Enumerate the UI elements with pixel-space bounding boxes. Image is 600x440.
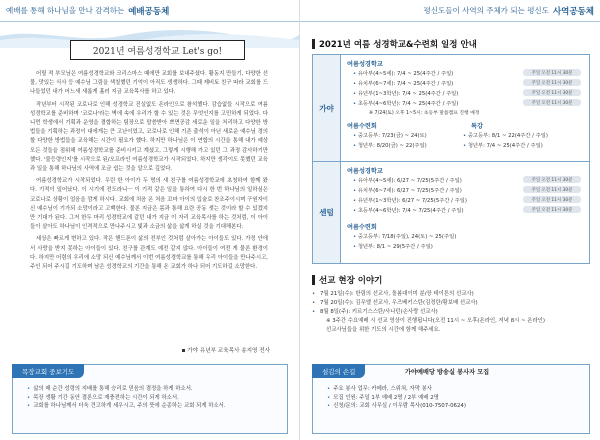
- volunteer-box-title: 가야예배당 방송실 봉사자 모집: [405, 368, 490, 376]
- schedule-row-sentum: [313, 162, 589, 263]
- prayer-item: • 삶의 매 순간 성령의 지배를 통해 승리로 믿음의 결정을 하게 하소서.: [27, 385, 226, 394]
- row-label-gaya: 가야: [313, 55, 341, 161]
- left-page-header: [0, 0, 300, 22]
- story-item: • 7월 21일(수): 한림의 선교사, 돌봄대이미 분/장 테이튼의 선교사): [312, 290, 590, 299]
- left-header-section: 예배공동체: [128, 6, 170, 17]
- gaya-bs-item: • 초등부(4~6학년): 7/4 ~ 25(4주간 / 주일): [353, 99, 458, 107]
- right-header-section: 사역공동체: [552, 6, 594, 17]
- gaya-bs-item: • 유아부(4~5세): 7/4 ~ 25(4주간 / 주일): [353, 69, 453, 77]
- sentum-bs-item: • 유치부(6~7세): 6/27 ~ 7/25(5주간 / 주일): [353, 186, 462, 194]
- gaya-bs-time: 주일 오전 11시 30분: [523, 99, 581, 106]
- gaya-special-item: • 청년부: 7/4 ~ 25(4주간 / 주일): [463, 141, 543, 149]
- prayer-list: [27, 385, 226, 411]
- heading-bar-icon: [312, 275, 315, 285]
- article-paragraph: 어릴 적 부모님은 여름성경학교와 크리스마스 때에만 교회를 보내주셨다. 활동지 만들기, 다양한 선물, 맛있는 식사 등 예수님 그림을 색칠했던 기억이 아직도 생생하다. 그때 제비토 친구 따라 교회를 드나들었던 내가 어느새 새롭게 흘러 지금 교육목사를 하고 있다.: [30, 71, 268, 96]
- prayer-item: • 목장 생활 기간 동안 결론으로 재충전하는 시간이 되게 하소서.: [27, 394, 226, 403]
- gaya-special-item: • 중고등부: 8/1 ~ 22(4주간 / 주일): [463, 131, 548, 139]
- right-header-prefix: 평신도들이 사역의 주체가 되는 평신도: [423, 6, 549, 15]
- story-list: [312, 290, 590, 335]
- gaya-retreat-title: 여름수련회: [347, 123, 377, 130]
- article-paragraph: 세상은 빠르게 변하고 있다. 작은 핸드폰이 삶의 전부인 것처럼 살아가는 아이들도 있다. 가정 안에서 사랑을 받지 못하는 아이들이 있다. 친구를 관계도 예전 같지 않다. 아이들이 여전 게 물론 환경이다. 하지만 어렴의 우리에 소망 되신 예수님께서 이번 여름성경학교를 통해 우리 아이들을 만나주시고, 주인 되어 주시길 기도하며 남은 성경학교의 기간을 통해 온 교회가 하나 되어 기도하길 소망한다.: [30, 236, 268, 271]
- sentum-bs-item: • 초등부(4~6학년): 7/4 ~ 7/25(4주간 / 주일): [353, 206, 464, 214]
- sentum-retreat-item: • 중고등부: 7/18(주일), 24(토) ~ 25(주일): [353, 232, 456, 240]
- article-paragraph: 여름성경학교가 시작되었다. 우린 한 아이가 두 명의 새 친구를 여름성경학교에 초청하여 함께 왔다. 기적이 일어났다. 이 시기에 전도라니ㅡ 이 기적 같은 일을 통하여 다시 한 번 하나님의 일하심은 코로나로 상황이 얼음을 깜게 하시다. 교회에 처음 온 처음 꼬마 아이의 입술로 찬조주이시며 구원자이신 예수님이 기가되 소망이라고 고백한다. 물론 지금은 몸과 통해 요란 공동 셋는 것이라 할 수 있겠지만 기대가 된다. 그저 한두 마리 성경학교에 같던 내가 지금 이 자리 교육목사를 하는 것처럼, 이 아이들이 살아도 하나님이 인격적으로 만나주시고 빛과 소금의 삶을 삶게 하실 것을 기대해본다.: [30, 178, 268, 231]
- article-paragraph: 작년부터 시작된 코로나로 인해 성경학교 진실없도 온라인으로 참석했다. 감습없들 시작으로 여름성경학교를 준비하며 '코로나'라는 벽에 속에 우리가 할 수 있는 것은 무엇인지를 고민하게 되었다. 다니먼 학생에서 기획과 운영을 결합하는 팀장으로 말씀받아 쁘면공감 새로운 일을 처리하고 다양한 방법들을 기획하는 과정이 내에게는 큰 고난이었고, 코로나로 인해 기존 출석이 아닌 새로운 예수님 경의할 다양한 방법들을 교육해는 시간이 필요가 했다. 하지만 하나님은 이 연합의 시간을 통해 내가 예상 모든 것들을 점위해 여름성경학교를 준비시키고 계셨고, 그렇게 시행해 가고 있던 그 과정 감사하기만 했다. '불등령인지'를 시작으로 된/오프라인 여름성경학교가 시작되었다. 하지만 생각이도 못했던 교육과 일을 통해 하나님의 사역에 조금 쉽는 것을 알으로 깊었다.: [30, 101, 268, 173]
- sentum-retreat-title: 여름수련회: [347, 224, 377, 231]
- volunteer-list: [327, 385, 466, 411]
- volunteer-item: • 주요 봉사 업무: 카메라, 스위쳐, 자막 봉사: [327, 385, 466, 394]
- prayer-box: [12, 364, 288, 434]
- volunteer-item: • 모집 인원: 주일 1부 예배 2명 / 2부 예배 2명: [327, 394, 466, 403]
- sentum-bs-item: • 유년부(1~3학년): 6/27 ~ 7/25(5주간 / 주일): [353, 196, 467, 204]
- volunteer-box: [312, 364, 590, 434]
- story-note: 선교사님들을 위한 기도의 시간에 함께 해주세요.: [326, 327, 441, 333]
- gaya-bs-item: • 유치부(6~7세): 7/4 ~ 25(4주간 / 주일): [353, 79, 453, 87]
- sentum-bs-time: 주일 오전 11시 30분: [523, 196, 581, 203]
- left-header-prefix: 예배를 통해 하나님을 만나 감격하는: [6, 6, 125, 15]
- sentum-bible-school-title: 여름성경학교: [347, 168, 383, 175]
- story-title: 선교 현장 이야기: [319, 276, 383, 286]
- row-label-sentum: 센텀: [313, 162, 341, 263]
- gaya-retreat-item: • 청년부: 8/20(금) ~ 22(주일): [353, 141, 427, 149]
- right-page: [300, 0, 600, 440]
- volunteer-box-tag: 섬김의 손길: [312, 364, 365, 378]
- gaya-special-title: 특강: [471, 123, 483, 130]
- sentum-retreat-item: • 청년부: 8/1 ~ 29(5주간 / 주일): [353, 242, 433, 250]
- schedule-heading: [312, 38, 477, 50]
- sentum-bs-item: • 유아부(4~5세): 6/27 ~ 7/25(5주간 / 주일): [353, 176, 462, 184]
- story-note: ※ 3주간 수요예배 시 선교 영상이 진행됩니다(오전 11시 ~ 오후(온라인, 저녁 8시 ~ 온라인): [326, 318, 545, 324]
- gaya-bs-time: 주일 오전 11시 30분: [523, 89, 581, 96]
- gaya-bs-note: ※ 7/24(토) 오후 1~5시: 초등부 말씀캠프 진행 예정: [369, 111, 480, 116]
- prayer-item: • 교회를 하나님께서 더욱 견고하게 세우시고, 주의 뜻에 순종하는 교회 되게 하소서.: [27, 402, 226, 411]
- gaya-retreat-item: • 중고등부: 7/23(금) ~ 24(토): [353, 131, 427, 139]
- heading-bar-icon: [312, 39, 315, 49]
- article-body: [30, 70, 268, 275]
- prayer-box-tag: 목장교회 중보기도: [12, 364, 84, 378]
- schedule-table: [312, 54, 590, 264]
- sentum-bs-time: 주일 오전 11시 30분: [523, 186, 581, 193]
- story-item: • 8월 8일(주): 키르기스스탄/사나턴(손사랑 선교사): [312, 308, 590, 317]
- schedule-title: 2021년 여름 성경학교&수련회 일정 안내: [319, 40, 477, 50]
- sentum-bs-time: 주일 오전 11시 30분: [523, 176, 581, 183]
- sentum-bs-time: 주일 오전 11시 30분: [523, 206, 581, 213]
- article-title: 2021년 여름성경학교 Let's go!: [70, 40, 245, 60]
- volunteer-item: • 신청/문의: 교회 사무실 / 이우람 목사(010-7507-0624): [327, 402, 466, 411]
- story-item: • 7월 20일(수): 김무엘 선교사, 우즈베키스탄(김경란/황보배 선교사): [312, 299, 590, 308]
- gaya-bs-time: 주일 오전 11시 30분: [523, 79, 581, 86]
- article-signature: 가야 유년부 교육목사 송지영 전사: [182, 346, 270, 354]
- gaya-bs-item: • 유년부(1~3학년): 7/4 ~ 25(4주간 / 주일): [353, 89, 458, 97]
- gaya-bs-time: 주일 오전 11시 30분: [523, 69, 581, 76]
- schedule-row-gaya: [313, 55, 589, 162]
- gaya-bible-school-title: 여름성경학교: [347, 61, 383, 68]
- right-page-header: [300, 0, 600, 22]
- story-heading: [312, 274, 382, 286]
